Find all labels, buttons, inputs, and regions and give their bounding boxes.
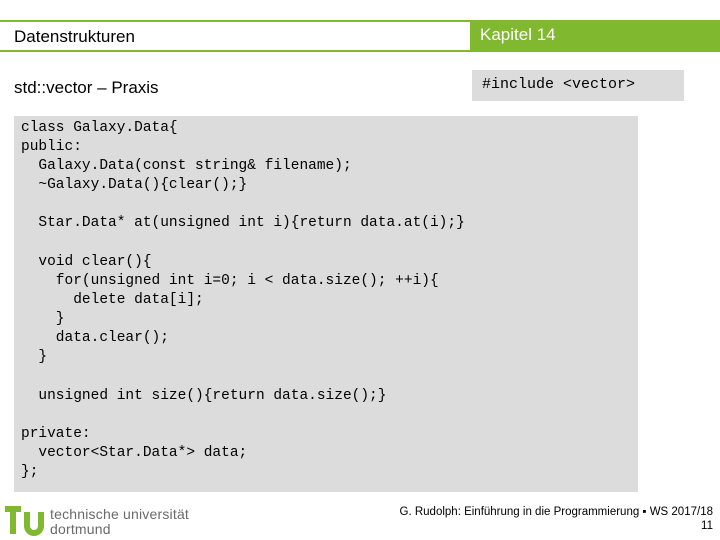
- section-title: Datenstrukturen: [14, 27, 135, 46]
- code-line: void clear(){: [21, 254, 152, 270]
- university-line-1: technische universität: [50, 506, 190, 522]
- code-line: ~Galaxy.Data(){clear();}: [21, 177, 248, 193]
- chapter-title: Kapitel 14: [480, 25, 556, 44]
- code-line: Galaxy.Data(const string& filename);: [21, 158, 352, 174]
- code-line: class Galaxy.Data{: [21, 120, 178, 136]
- code-line: public:: [21, 139, 82, 155]
- footer-credit: G. Rudolph: Einführung in die Programmierung ▪ WS 2017/18: [399, 506, 713, 518]
- chapter-banner: [470, 20, 720, 52]
- page-number: 11: [701, 520, 713, 532]
- tu-logo-icon: [4, 503, 44, 537]
- code-line: }: [21, 349, 48, 365]
- include-box: [472, 70, 684, 101]
- include-directive: #include <vector>: [482, 76, 636, 93]
- university-line-2: dortmund: [50, 521, 111, 537]
- code-line: private:: [21, 426, 91, 442]
- code-line: data.clear();: [21, 330, 169, 346]
- university-name: [50, 507, 189, 537]
- code-line: };: [21, 464, 39, 480]
- slide-subtitle: std::vector – Praxis: [14, 78, 159, 97]
- code-line: vector<Star.Data*> data;: [21, 445, 248, 461]
- code-line: Star.Data* at(unsigned int i){return data.at(i);}: [21, 215, 465, 231]
- code-line: unsigned int size(){return data.size();}: [21, 388, 387, 404]
- code-line: }: [21, 311, 65, 327]
- code-line: for(unsigned int i=0; i < data.size(); ++i){: [21, 273, 439, 289]
- code-block: [14, 116, 638, 492]
- footer: [400, 505, 713, 533]
- code-line: delete data[i];: [21, 292, 204, 308]
- header-bar: [0, 20, 470, 52]
